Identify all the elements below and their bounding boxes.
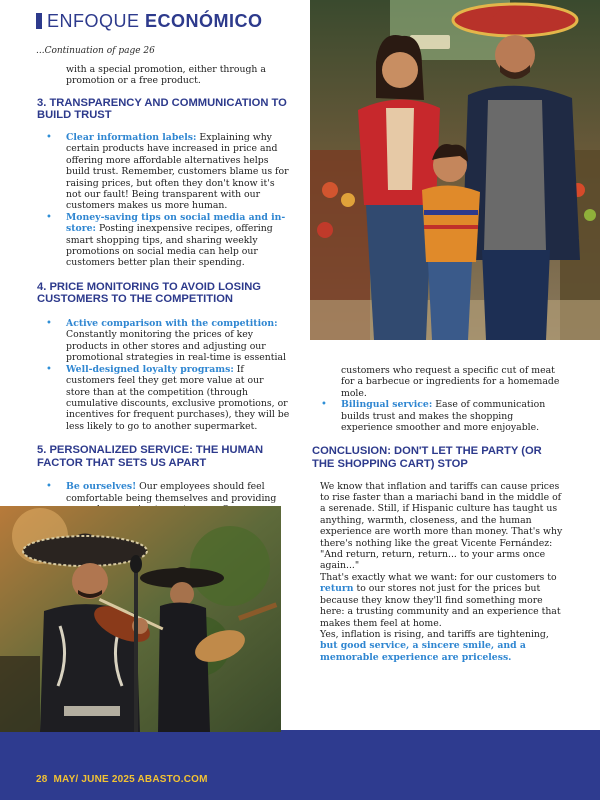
section-header bbox=[36, 11, 296, 33]
conclusion-paragraph-1: We know that inflation and tariffs can cause prices to rise faster than a mariachi band in the middle of a serenade. Still, if Hispanic culture has taught us anything, warmth, closeness, and the human experience are worth more than money. That's why there's nothing like the great Vicente Fernández: "And return, return, return... to your arms once again..." bbox=[320, 480, 563, 572]
page-number: 28 bbox=[36, 774, 48, 785]
intro-text: with a special promotion, either through a promotion or a free product. bbox=[66, 64, 266, 87]
item-text: Constantly monitoring the prices of key products in other stores and adjusting our promotional strategies in real-time is essential bbox=[66, 329, 287, 364]
mariachi-photo bbox=[0, 506, 281, 732]
item-label: Be ourselves! bbox=[66, 481, 137, 493]
conclusion-paragraph-3 bbox=[320, 629, 564, 663]
continued-text: customers who request a specific cut of meat for a barbecue or ingredients for a homemade mole. bbox=[341, 365, 560, 399]
section-3-list bbox=[37, 132, 290, 269]
left-column bbox=[37, 64, 290, 527]
section-title-prefix: ENFOQUE bbox=[47, 11, 140, 31]
section-title-bold: ECONÓMICO bbox=[145, 11, 263, 31]
section-5-heading: 5. PERSONALIZED SERVICE: THE HUMAN FACTOR THAT SETS US APART bbox=[37, 444, 264, 469]
footer-text bbox=[36, 774, 208, 785]
item-text: Ease of communication builds trust and makes the shopping experience smoother and more enjoyable. bbox=[341, 399, 546, 434]
continuation-note: ...Continuation of page 26 bbox=[36, 46, 155, 56]
mariachi-illustration bbox=[0, 506, 281, 732]
family-photo-illustration bbox=[310, 0, 600, 340]
conclusion-body bbox=[312, 481, 564, 664]
item-label: Clear information labels: bbox=[66, 132, 197, 143]
highlight-priceless: but good service, a sincere smile, and a memorable experience are priceless. bbox=[320, 640, 526, 663]
family-shopping-photo bbox=[310, 0, 600, 340]
header-accent-bar bbox=[36, 13, 42, 29]
section-title bbox=[47, 11, 263, 32]
list-item bbox=[37, 212, 290, 269]
conclusion-paragraph-2 bbox=[320, 572, 564, 629]
section-4-heading: 4. PRICE MONITORING TO AVOID LOSING CUSTOMERS TO THE COMPETITION bbox=[37, 280, 261, 306]
list-item bbox=[312, 399, 564, 433]
item-text: Posting inexpensive recipes, offering smart shopping tips, and sharing weekly promotions on social media can help our customers better plan their spending. bbox=[66, 223, 273, 269]
paragraph-text: Yes, inflation is rising, and tariffs are tightening, bbox=[320, 628, 549, 640]
list-item bbox=[37, 364, 290, 432]
item-text: If customers feel they get more value at our store than at the competition (through cumulative discounts, exclusive promotions, or incentives for frequent purchases), they will be less likely to go to another supermarket. bbox=[66, 363, 290, 432]
list-item bbox=[37, 318, 290, 364]
item-label: Money-saving tips on social media and in-store: bbox=[66, 211, 286, 235]
footer-band bbox=[0, 723, 600, 800]
conclusion-heading: CONCLUSION: DON'T LET THE PARTY (OR THE SHOPPING CART) STOP bbox=[312, 445, 542, 471]
issue-info: MAY/ JUNE 2025 ABASTO.COM bbox=[53, 774, 208, 785]
item-label: Bilingual service: bbox=[341, 399, 433, 411]
paragraph-text: That's exactly what we want: for our customers to bbox=[320, 571, 557, 583]
bilingual-list bbox=[312, 399, 564, 433]
paragraph-text: to our stores not just for the prices but because they know they'll find something more here: a trusting community and an experience that makes them feel at home. bbox=[320, 583, 561, 629]
item-label: Active comparison with the competition: bbox=[66, 318, 278, 330]
item-text: Our employees should feel comfortable being themselves and providing bbox=[66, 481, 277, 504]
item-label: Well-designed loyalty programs: bbox=[66, 363, 234, 375]
item-text: Explaining why certain products have increased in price and offering more affordable alternatives helps build trust. Remember, customers blame us for raising prices, but often they don't know it's not our fault! Being transparent with our customers makes us more human. bbox=[66, 132, 289, 212]
highlight-return: return bbox=[320, 583, 354, 595]
section-4-list bbox=[37, 318, 290, 432]
list-item bbox=[37, 132, 290, 212]
right-column bbox=[312, 365, 564, 663]
section-3-heading: 3. TRANSPARENCY AND COMMUNICATION TO BUILD TRUST bbox=[37, 96, 287, 122]
footer-white-notch bbox=[280, 700, 600, 730]
